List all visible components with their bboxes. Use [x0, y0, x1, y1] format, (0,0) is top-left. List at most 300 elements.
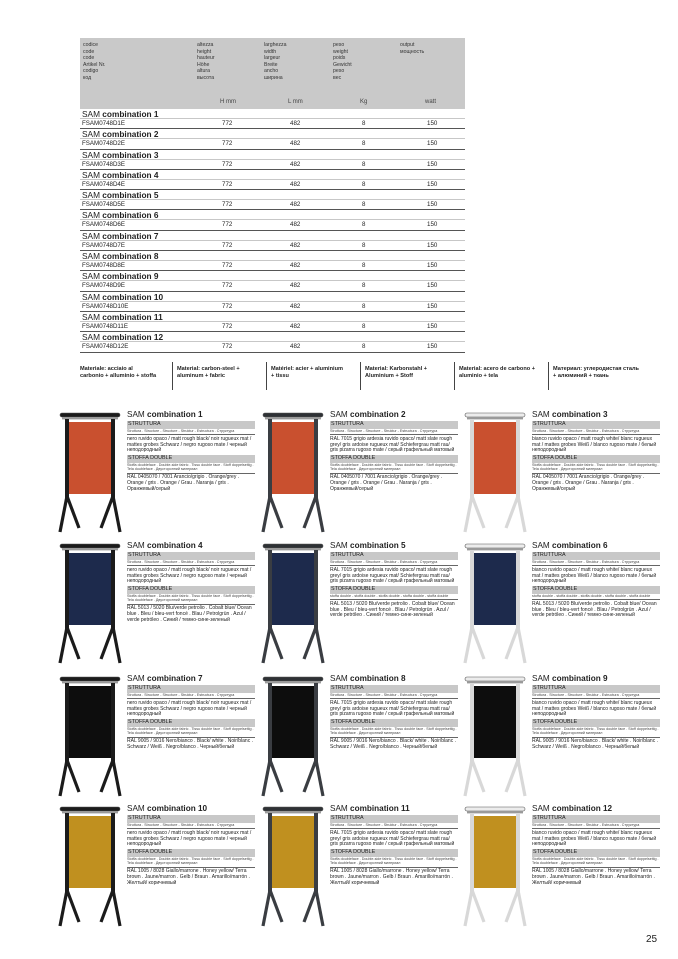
product-title-bold: combination 9 [552, 674, 608, 683]
group-title-bold: combination 12 [102, 332, 164, 343]
cell-height: 772 [222, 140, 233, 148]
leg-left-outer [60, 496, 67, 532]
product-title-light: SAM [127, 541, 148, 550]
product-title-bold: combination 2 [350, 410, 406, 419]
group-title-bold: combination 10 [102, 291, 164, 302]
structure-languages: Struttura . Structure - Structure - Struktur - Estructura . Структура [330, 559, 438, 564]
leg-right-inner [304, 760, 316, 792]
group-title-light: SAM [82, 210, 103, 221]
cell-code: FSAM0748D6E [82, 221, 125, 229]
table-group-title [80, 292, 465, 302]
fabric-heading: STOFFA DOUBLE [127, 455, 255, 463]
table-group-title [80, 271, 465, 281]
structure-languages: Struttura . Structure - Structure - Struktur - Estructura . Структура [127, 559, 235, 564]
cell-code: FSAM0748D11E [82, 322, 128, 330]
fabric-color: RAL 1005 / 8028 Giallo/marrone . Honey yellow/ Terra brown . Jaune/marron . Gelb / Braun . Amarillo/marrón . Желтый/ коричневый [532, 868, 655, 886]
cell-weight: 8 [362, 140, 366, 148]
group-title-bold: combination 7 [102, 230, 159, 241]
product-title-light: SAM [127, 804, 148, 813]
heater-top [465, 413, 525, 417]
table-group-title [80, 210, 465, 220]
heater-top [465, 544, 525, 548]
structure-finish: nero ruvido opaco / matt rough black/ noir rugueux mat / mattes grobes Schwarz / negro rugoso mate / черный неподородный [127, 566, 252, 585]
product-card [58, 410, 258, 542]
fabric-panel [474, 816, 516, 888]
cell-weight: 8 [362, 201, 366, 209]
fabric-panel [474, 553, 516, 625]
structure-heading: STRUTTURA [127, 685, 255, 693]
product-title-light: SAM [330, 410, 351, 419]
frame-left [470, 813, 474, 893]
product-title-light: SAM [330, 541, 351, 550]
cell-weight: 8 [362, 180, 366, 188]
heater-top [465, 677, 525, 681]
product-title-light: SAM [127, 674, 148, 683]
product-title [532, 410, 660, 420]
fabric-color: RAL 9005 / 9016 Nero/bianco . Black/ white . Noir/blanc . Schwarz / Weiß . Negro/blanco . Черный/белый [532, 738, 658, 750]
fabric-heading: STOFFA DOUBLE [330, 455, 458, 463]
unit-weight: Kg [360, 99, 368, 105]
cell-height: 772 [222, 302, 233, 310]
leg-left-outer [465, 760, 472, 796]
product-info [127, 541, 255, 623]
cell-output: 150 [427, 302, 438, 310]
cell-output: 150 [427, 221, 438, 229]
cell-width: 482 [290, 120, 301, 127]
spec-table-header [80, 38, 465, 109]
structure-heading: STRUTTURA [127, 552, 255, 560]
leg-left-outer [263, 890, 270, 926]
structure-finish: bianco ruvido opaco / matt rough white/ blanc rugueux mat / mattes grobes Weiß / blanco rugoso mate / белый неподородный [532, 829, 657, 848]
fabric-languages: Stoffa doubleface . Double-side fabric . Tissu double face . Stoff doppelseitig . Tela doubleface . Двусторонний материал [532, 856, 659, 865]
fabric-panel [474, 422, 516, 494]
leg-right-inner [506, 496, 518, 528]
fabric-heading: STOFFA DOUBLE [532, 719, 660, 727]
material-es: Material: acero de carbono + aluminio + tela [454, 362, 548, 390]
spec-table [80, 38, 465, 353]
fabric-languages: Stoffa doubleface . Double-side fabric . Tissu double face . Stoff doppelseitig . Tela doubleface . Двусторонний материал [330, 726, 457, 735]
leg-left-inner [270, 496, 282, 528]
leg-left-inner [472, 496, 484, 528]
heater-element [467, 811, 523, 813]
fabric-color: RAL 0405070 / 7001 Arancio/grigio . Orange/grey . Orange / gris . Orange / Grau . Naranja / gris . Оранжевый/серый [127, 474, 240, 492]
cell-code: FSAM0748D4E [82, 180, 125, 188]
structure-heading: STRUTTURA [127, 815, 255, 823]
cell-width: 482 [290, 201, 301, 209]
product-title-light: SAM [532, 410, 553, 419]
cell-weight: 8 [362, 343, 366, 351]
structure-finish: bianco ruvido opaco / matt rough white/ blanc rugueux mat / mattes grobes Weiß / blanco rugoso mate / белый неподородный [532, 435, 657, 454]
fabric-languages: Stoffa doubleface . Double-side fabric . Tissu double face . Stoff doppelseitig . Tela doubleface . Двусторонний материал [127, 726, 254, 735]
frame-right [111, 813, 115, 893]
fabric-color: RAL 9005 / 9016 Nero/bianco . Black/ white . Noir/blanc . Schwarz / Weiß . Negro/blanco . Черный/белый [330, 738, 456, 750]
leg-left-outer [263, 627, 270, 663]
product-title [330, 410, 458, 420]
group-title-light: SAM [82, 311, 103, 322]
product-title [127, 674, 255, 684]
product-info [127, 674, 255, 751]
frame-left [65, 813, 69, 893]
cell-output: 150 [427, 180, 438, 188]
cell-height: 772 [222, 241, 233, 249]
structure-heading: STRUTTURA [532, 552, 660, 560]
structure-heading: STRUTTURA [532, 685, 660, 693]
table-group-title [80, 251, 465, 261]
product-card [463, 674, 663, 806]
leg-right-outer [518, 496, 525, 532]
structure-finish: nero ruvido opaco / matt rough black/ noir rugueux mat / mattes grobes Schwarz / negro rugoso mate / черный неподородный [127, 699, 252, 718]
header-output: output мощность [400, 42, 425, 55]
cell-output: 150 [427, 140, 438, 148]
fabric-panel [272, 816, 314, 888]
fabric-heading: STOFFA DOUBLE [330, 719, 458, 727]
cell-weight: 8 [362, 282, 366, 290]
heater-illustration [58, 804, 122, 928]
product-title [532, 804, 660, 814]
material-ru: Материал: углеродистая сталь + алюминий + ткань [548, 362, 660, 390]
cell-height: 772 [222, 221, 233, 229]
table-group-title [80, 190, 465, 200]
fabric-languages: stoffa double - stoffa double - stoffa double - stoffa double - stoffa double [532, 593, 651, 598]
table-group-title [80, 231, 465, 241]
structure-languages: Struttura . Structure - Structure - Struktur - Estructura . Структура [532, 822, 640, 827]
page-number: 25 [646, 934, 658, 945]
product-title-bold: combination 7 [147, 674, 203, 683]
cell-height: 772 [222, 322, 233, 330]
cell-width: 482 [290, 221, 301, 229]
product-title [127, 410, 255, 420]
fabric-heading: STOFFA DOUBLE [330, 849, 458, 857]
header-width: larghezza width largeur Breite ancho ширина [264, 42, 287, 81]
frame-left [268, 550, 272, 630]
fabric-languages: Stoffa doubleface . Double-side fabric . Tissu double face . Stoff doppelseitig . Tela doubleface . Двусторонний материал [127, 462, 254, 471]
heater-illustration [463, 410, 527, 534]
leg-left-outer [60, 760, 67, 796]
product-title [330, 541, 458, 551]
materials-strip [80, 362, 670, 390]
table-row [80, 322, 465, 332]
heater-illustration [463, 541, 527, 665]
product-title [127, 541, 255, 551]
product-title-bold: combination 11 [350, 804, 410, 813]
heater-top [60, 677, 120, 681]
group-title-light: SAM [82, 271, 103, 282]
fabric-panel [69, 816, 111, 888]
group-title-light: SAM [82, 109, 103, 119]
product-info [127, 804, 255, 886]
leg-right-outer [113, 627, 120, 663]
leg-left-outer [465, 627, 472, 663]
leg-left-inner [67, 496, 79, 528]
product-card [261, 541, 461, 673]
product-info [532, 674, 660, 751]
fabric-heading: STOFFA DOUBLE [127, 849, 255, 857]
table-row [80, 220, 465, 230]
unit-height: H mm [220, 99, 236, 105]
frame-left [65, 419, 69, 499]
structure-languages: Struttura . Structure - Structure - Struktur - Estructura . Структура [330, 428, 438, 433]
group-title-bold: combination 2 [102, 129, 159, 140]
structure-languages: Struttura . Structure - Structure - Struktur - Estructura . Структура [532, 692, 640, 697]
frame-right [516, 419, 520, 499]
group-title-light: SAM [82, 149, 103, 160]
leg-right-outer [316, 627, 323, 663]
leg-left-inner [472, 760, 484, 792]
leg-right-inner [506, 627, 518, 659]
fabric-heading: STOFFA DOUBLE [127, 586, 255, 594]
unit-width: L mm [288, 99, 303, 105]
material-it: Materiale: acciaio al carbonio + alluminio + stoffa [80, 366, 157, 380]
leg-left-outer [60, 627, 67, 663]
cell-code: FSAM0748D8E [82, 262, 125, 270]
group-title-bold: combination 1 [102, 109, 159, 119]
leg-left-outer [60, 890, 67, 926]
cell-output: 150 [427, 160, 438, 168]
frame-left [268, 683, 272, 763]
group-title-bold: combination 8 [102, 251, 159, 262]
heater-illustration [58, 541, 122, 665]
structure-heading: STRUTTURA [330, 815, 458, 823]
product-title [532, 541, 660, 551]
leg-left-outer [465, 890, 472, 926]
cell-code: FSAM0748D12E [82, 343, 129, 351]
structure-languages: Struttura . Structure - Structure - Struktur - Estructura . Структура [532, 559, 640, 564]
structure-languages: Struttura . Structure - Structure - Struktur - Estructura . Структура [532, 428, 640, 433]
table-row [80, 160, 465, 170]
table-group-title [80, 312, 465, 322]
heater-illustration [58, 410, 122, 534]
product-card [261, 410, 461, 542]
cell-code: FSAM0748D10E [82, 302, 129, 310]
structure-finish: bianco ruvido opaco / matt rough white/ blanc rugueux mat / mattes grobes Weiß / blanco rugoso mate / белый неподородный [532, 699, 657, 718]
leg-right-inner [101, 890, 113, 922]
table-group-title [80, 150, 465, 160]
structure-heading: STRUTTURA [127, 421, 255, 429]
group-title-light: SAM [82, 169, 103, 180]
cell-height: 772 [222, 180, 233, 188]
leg-right-outer [316, 496, 323, 532]
heater-top [60, 807, 120, 811]
cell-height: 772 [222, 120, 233, 127]
group-title-bold: combination 11 [102, 311, 163, 322]
frame-right [314, 683, 318, 763]
product-title-bold: combination 8 [350, 674, 406, 683]
product-info [330, 674, 458, 751]
fabric-panel [69, 686, 111, 758]
fabric-color: RAL 5013 / 5020 Blu/verde petrolio . Cobalt blue/ Ocean blue . Bleu / bleu-vert foncé . Blau / Petrolgrün . Azul / verde petróleo . Синий / темно-сине-зеленый [532, 600, 657, 619]
material-en: Material: carbon-steel + aluminum + fabric [172, 362, 266, 390]
structure-heading: STRUTTURA [330, 685, 458, 693]
frame-left [268, 419, 272, 499]
cell-width: 482 [290, 343, 301, 351]
product-title-bold: combination 6 [552, 541, 608, 550]
cell-height: 772 [222, 160, 233, 168]
product-title-light: SAM [330, 804, 351, 813]
cell-code: FSAM0748D7E [82, 241, 125, 249]
leg-left-inner [270, 627, 282, 659]
leg-left-inner [472, 627, 484, 659]
fabric-color: RAL 9005 / 9016 Nero/bianco . Black/ white . Noir/blanc . Schwarz / Weiß . Negro/blanco . Черный/белый [127, 738, 253, 750]
table-row [80, 180, 465, 190]
cell-width: 482 [290, 302, 301, 310]
product-title [127, 804, 255, 814]
leg-right-inner [304, 496, 316, 528]
fabric-panel [474, 686, 516, 758]
frame-right [111, 419, 115, 499]
product-info [330, 804, 458, 886]
structure-finish: RAL 7015 grigio ardesia ruvido opaco/ matt slate rough grey/ gris ardoise rugueux mat/ Schiefergrau matt rau/ gris pizarra rugoso mate / серый графельный матовый [330, 829, 455, 848]
frame-left [470, 683, 474, 763]
fabric-heading: STOFFA DOUBLE [330, 586, 458, 594]
table-group-title [80, 109, 465, 119]
structure-languages: Struttura . Structure - Structure - Struktur - Estructura . Структура [330, 822, 438, 827]
heater-top [263, 807, 323, 811]
heater-top [60, 544, 120, 548]
cell-width: 482 [290, 140, 301, 148]
fabric-heading: STOFFA DOUBLE [127, 719, 255, 727]
cell-width: 482 [290, 241, 301, 249]
cell-output: 150 [427, 262, 438, 270]
product-card [463, 541, 663, 673]
heater-element [62, 417, 118, 419]
cell-output: 150 [427, 322, 438, 330]
structure-finish: nero ruvido opaco / matt rough black/ noir rugueux mat / mattes grobes Schwarz / negro rugoso mate / черный неподородный [127, 435, 252, 454]
cell-output: 150 [427, 343, 438, 351]
heater-top [263, 544, 323, 548]
leg-right-outer [113, 496, 120, 532]
fabric-languages: stoffa double - stoffa double - stoffa double - stoffa double - stoffa double [330, 593, 449, 598]
cell-height: 772 [222, 201, 233, 209]
fabric-color: RAL 0405070 / 7001 Arancio/grigio . Orange/grey . Orange / gris . Orange / Grau . Naranja / gris . Оранжевый/серый [532, 474, 645, 492]
fabric-languages: Stoffa doubleface . Double-side fabric . Tissu double face . Stoff doppelseitig . Tela doubleface . Двусторонний материал [532, 726, 659, 735]
table-row [80, 302, 465, 312]
group-title-light: SAM [82, 251, 103, 262]
heater-illustration [261, 541, 325, 665]
cell-weight: 8 [362, 241, 366, 249]
table-group-title [80, 332, 465, 342]
structure-heading: STRUTTURA [330, 552, 458, 560]
cell-height: 772 [222, 343, 233, 351]
leg-left-outer [465, 496, 472, 532]
product-card [261, 674, 461, 806]
leg-right-inner [506, 760, 518, 792]
leg-right-outer [316, 890, 323, 926]
cell-code: FSAM0748D2E [82, 140, 125, 148]
table-group-title [80, 170, 465, 180]
cell-code: FSAM0748D3E [82, 160, 125, 168]
fabric-color: RAL 1005 / 8028 Giallo/marrone . Honey yellow/ Terra brown . Jaune/marron . Gelb / Braun . Amarillo/marrón . Желтый/ коричневый [330, 868, 453, 886]
fabric-languages: Stoffa doubleface . Double-side fabric . Tissu double face . Stoff doppelseitig . Tela doubleface . Двусторонний материал [330, 856, 457, 865]
table-row [80, 342, 465, 352]
leg-left-inner [67, 627, 79, 659]
heater-illustration [58, 674, 122, 798]
product-info [532, 410, 660, 492]
group-title-bold: combination 5 [102, 190, 159, 201]
group-title-light: SAM [82, 332, 103, 343]
fabric-languages: Stoffa doubleface . Double-side fabric . Tissu double face . Stoff doppelseitig . Tela doubleface . Двусторонний материал [127, 593, 254, 602]
frame-right [516, 550, 520, 630]
frame-right [314, 550, 318, 630]
cell-width: 482 [290, 160, 301, 168]
material-de: Material: Karbonstahl + Aluminium + Stoff [360, 362, 454, 390]
product-title [330, 674, 458, 684]
heater-top [263, 413, 323, 417]
heater-illustration [261, 674, 325, 798]
structure-finish: RAL 7015 grigio ardesia ruvido opaco/ matt slate rough grey/ gris ardoise rugueux mat/ Schiefergrau matt rau/ gris pizarra rugoso mate / серый графельный матовый [330, 435, 455, 454]
product-info [330, 410, 458, 492]
product-title-light: SAM [532, 674, 553, 683]
heater-element [265, 681, 321, 683]
fabric-panel [272, 686, 314, 758]
header-height: altezza height hauteur Höhe altura высота [197, 42, 215, 81]
leg-right-inner [506, 890, 518, 922]
leg-right-inner [304, 627, 316, 659]
leg-right-outer [316, 760, 323, 796]
product-title-light: SAM [532, 541, 553, 550]
table-group-title [80, 129, 465, 139]
cell-height: 772 [222, 262, 233, 270]
product-title [532, 674, 660, 684]
cell-height: 772 [222, 282, 233, 290]
product-card [463, 804, 663, 936]
product-info [532, 541, 660, 619]
product-title-bold: combination 4 [147, 541, 203, 550]
fabric-color: RAL 5013 / 5020 Blu/verde petrolio . Cobalt blue/ Ocean blue . Bleu / bleu-vert foncé . Blau / Petrolgrün . Azul / verde petróleo . Синий / темно-сине-зеленый [127, 605, 252, 623]
heater-element [467, 548, 523, 550]
product-title-bold: combination 12 [552, 804, 613, 813]
heater-element [467, 417, 523, 419]
frame-right [111, 683, 115, 763]
cell-weight: 8 [362, 160, 366, 168]
product-card [58, 541, 258, 673]
fabric-color: RAL 5013 / 5020 Blu/verde petrolio . Cobalt blue/ Ocean blue . Bleu / bleu-vert foncé . Blau / Petrolgrün . Azul / verde petróleo . Синий / темно-сине-зеленый [330, 600, 455, 619]
cell-code: FSAM0748D9E [82, 282, 125, 290]
heater-top [465, 807, 525, 811]
group-title-bold: combination 4 [102, 169, 159, 180]
heater-element [62, 681, 118, 683]
leg-left-inner [270, 760, 282, 792]
leg-right-inner [101, 760, 113, 792]
group-title-light: SAM [82, 230, 103, 241]
leg-left-inner [270, 890, 282, 922]
product-title-bold: combination 3 [552, 410, 608, 419]
cell-weight: 8 [362, 221, 366, 229]
cell-code: FSAM0748D5E [82, 201, 125, 209]
frame-left [470, 550, 474, 630]
product-info [127, 410, 255, 492]
unit-output: watt [425, 99, 437, 105]
heater-element [467, 681, 523, 683]
group-title-light: SAM [82, 190, 103, 201]
frame-left [65, 683, 69, 763]
cell-weight: 8 [362, 322, 366, 330]
spec-table-body [80, 109, 465, 353]
leg-right-outer [518, 890, 525, 926]
table-row [80, 119, 465, 129]
heater-illustration [463, 804, 527, 928]
fabric-languages: Stoffa doubleface . Double-side fabric . Tissu double face . Stoff doppelseitig . Tela doubleface . Двусторонний материал [532, 462, 659, 471]
frame-left [268, 813, 272, 893]
fabric-languages: Stoffa doubleface . Double-side fabric . Tissu double face . Stoff doppelseitig . Tela doubleface . Двусторонний материал [330, 462, 457, 471]
frame-right [314, 419, 318, 499]
structure-languages: Struttura . Structure - Structure - Struktur - Estructura . Структура [330, 692, 438, 697]
cell-weight: 8 [362, 302, 366, 310]
product-card [463, 410, 663, 542]
group-title-bold: combination 9 [102, 271, 159, 282]
cell-output: 150 [427, 241, 438, 249]
heater-element [265, 548, 321, 550]
leg-left-inner [67, 890, 79, 922]
